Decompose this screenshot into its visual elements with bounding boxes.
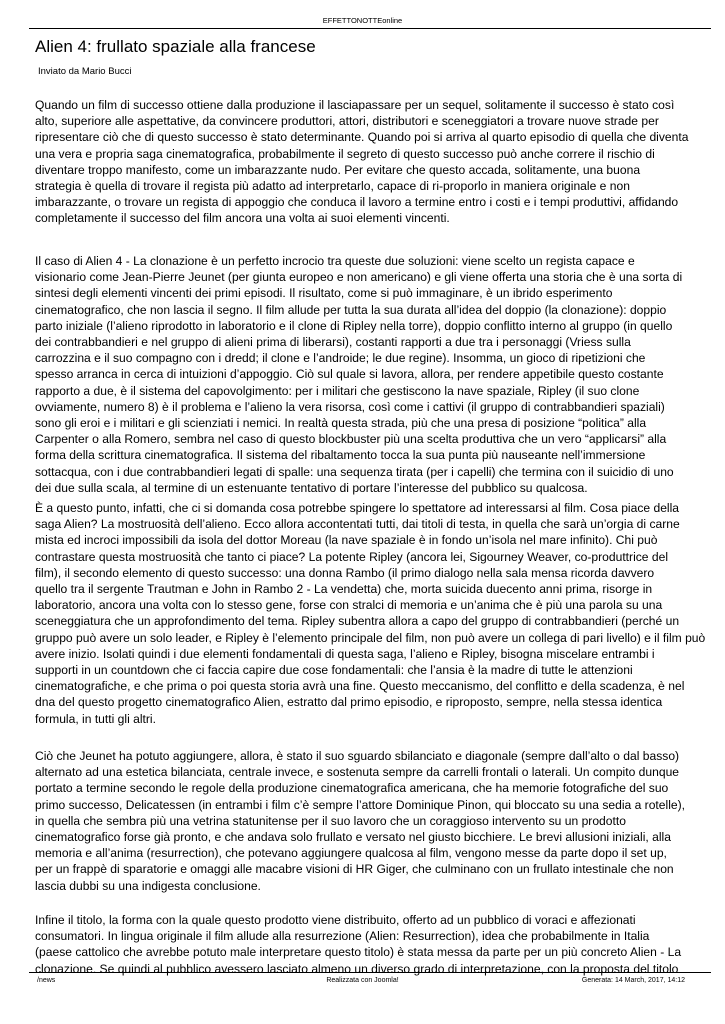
- footer-section-path: /news: [37, 977, 56, 984]
- footer-powered-by: Realizzata con Joomla!: [326, 977, 399, 984]
- header-divider: [29, 28, 711, 29]
- article-title: Alien 4: frullato spaziale alla francese: [35, 37, 316, 56]
- article-byline: Inviato da Mario Bucci: [38, 66, 132, 77]
- article-paragraph: Il caso di Alien 4 - La clonazione è un perfetto incrocio tra queste due soluzioni: viene scelto un regista capace e visionario come Jean-Pierre Jeunet (per giunta europeo e non americano) e gli viene offerta una storia che è una sorta di sintesi degli elementi vincenti dei primi episodi. Il risultato, come si può immaginare, è un ibrido esperimento cinematografico, che non lascia il segno. Il film allude per tutta la sua durata all’idea del doppio (la clonazione): doppio parto iniziale (l’alieno riprodotto in laboratorio e il clone di Ripley nella torre), doppio conflitto interno al gruppo (in quello dei contrabbandieri e nel gruppo di alieni prima di liberarsi), costanti rapporti a due tra i personaggi (Vriess sulla carrozzina e il suo compagno con i dredd; il clone e l’androide; le due regine). Insomma, un gioco di ripetizioni che spesso arranca in cerca di intuizioni d’appoggio. Ciò sul quale si lavora, allora, per rendere appetibile questo costante rapporto a due, è il sistema del capovolgimento: per i militari che gestiscono la nave spaziale, Ripley (il suo clone ovviamente, numero 8) è il problema e l’alieno la vera risorsa, così come i cattivi (il gruppo di contrabbandieri spaziali) sono gli eroi e i militari e gli scienziati i nemici. In realtà questa strada, più che una presa di posizione “politica” alla Carpenter o alla Romero, sembra nel caso di questo blockbuster più una scelta produttiva che un vero “applicarsi” alla forma della scrittura cinematografica. Il sistema del ribaltamento tocca la sua punta più nauseante nell’immersione sottacqua, con i due contrabbandieri legati di spalle: una sequenza tirata (per i capelli) che termina con il suicidio di uno dei due sulla scala, al termine di un estenuante tentativo di portare l’interesse del pubblico su qualcosa.: [35, 254, 683, 495]
- article-paragraph: Infine il titolo, la forma con la quale questo prodotto viene distribuito, offerto ad un pubblico di voraci e affezionati consumatori. In lingua originale il film allude alla resurrezione (Alien: Resurrection), idea che probabilmente in Italia (paese cattolico che avrebbe potuto male interpretare questo titolo) è stata messa da parte per un più concreto Alien - La clonazione. Se quindi al pubblico avessero lasciato almeno un diverso grado di interpretazione, con la proposta del titolo: [35, 913, 682, 976]
- footer-generated-date: Generata: 14 March, 2017, 14:12: [581, 977, 685, 984]
- footer-divider: [29, 972, 711, 973]
- article-paragraph: Quando un film di successo ottiene dalla produzione il lasciapassare per un sequel, solitamente il successo è stato così alto, superiore alle aspettative, da convincere produttori, attori, distributori e sceneggiatori a trovare nuove strade per ripresentare ciò che di questo successo è stato determinante. Quando poi si arriva al quarto episodio di quella che diventa una vera e propria saga cinematografica, probabilmente il segreto di questo successo può anche correre il rischio di diventare troppo manifesto, come un imbarazzante nudo. Per evitare che questo accada, solitamente, una buona strategia è quella di trovare il regista più adatto ad interpretarlo, capace di ri-proporlo in maniera originale e non imbarazzante, o trovare un regista di appoggio che conduca il lavoro a termine entro i costi e i tempi produttivi, affidando completamente il successo del film ancora una volta ai suoi elementi vincenti.: [35, 98, 689, 226]
- article-paragraph: Ciò che Jeunet ha potuto aggiungere, allora, è stato il suo sguardo sbilanciato e diagonale (sempre dall’alto o dal basso) alternato ad una estetica bilanciata, centrale invece, e sostenuta sempre da carrelli frontali o laterali. Un compito dunque portato a termine secondo le regole della produzione cinematografica americana, che ha memorie fotografiche del suo primo successo, Delicatessen (in entrambi i film c’è sempre l’attore Dominique Pinon, qui bloccato su una sedia a rotelle), in quella che sembra più una vetrina statunitense per il suo lavoro che un coraggioso intervento su un prodotto cinematografico forse già pronto, e che andava solo frullato e versato nel giusto bicchiere. Le brevi allusioni iniziali, alla memoria e all’anima (resurrection), che potevano aggiungere qualcosa al film, vengono messe da parte dopo il set up, per un frappè di sparatorie e omaggi alle macabre visioni di HR Giger, che culminano con un frullato intestinale che non lascia dubbi su una indigesta conclusione.: [35, 749, 686, 893]
- site-header: EFFETTONOTTEonline: [322, 16, 403, 25]
- page-footer: [0, 976, 725, 986]
- article-paragraph: È a questo punto, infatti, che ci si domanda cosa potrebbe spingere lo spettatore ad interessarsi al film. Cosa piace della saga Alien? La mostruosità dell’alieno. Ecco allora accontentati tutti, dai titoli di testa, in quella che sarà un’orgia di carne mista ed incroci impossibili da isola del dottor Moreau (la nave spaziale è in fondo un’isola nel mare infinito). Chi può contrastare questa mostruosità che tanto ci piace? La potente Ripley (ancora lei, Sigourney Weaver, co-produttrice del film), il secondo elemento di questo successo: una donna Rambo (il primo dialogo nella sala mensa ricorda davvero quello tra il sergente Trautman e John in Rambo 2 - La vendetta) che, morta suicida duecento anni prima, risorge in laboratorio, ancora una volta con lo stesso gene, forse con stralci di memoria e un’anima che è più una parola su una sceneggiatura che un approfondimento del tema. Ripley subentra allora a capo del gruppo di contrabbandieri (perché un gruppo può avere un solo leader, e Ripley è l’elemento principale del film, non può avere un collega di pari livello) e il film può avere inizio. Isolati quindi i due elementi fondamentali di questa saga, l’alieno e Ripley, bisogna miscelare entrambi i supporti in un countdown che ci faccia capire due cose fondamentali: che l’ansia è la madre di tutte le attenzioni cinematografiche, e che prima o poi questa storia avrà una fine. Questo meccanismo, del conflitto e della scadenza, è nel dna del questo progetto cinematografico Alien, estratto dal primo episodio, e riproposto, sempre, nella stessa identica formula, in tutti gli altri.: [35, 501, 706, 726]
